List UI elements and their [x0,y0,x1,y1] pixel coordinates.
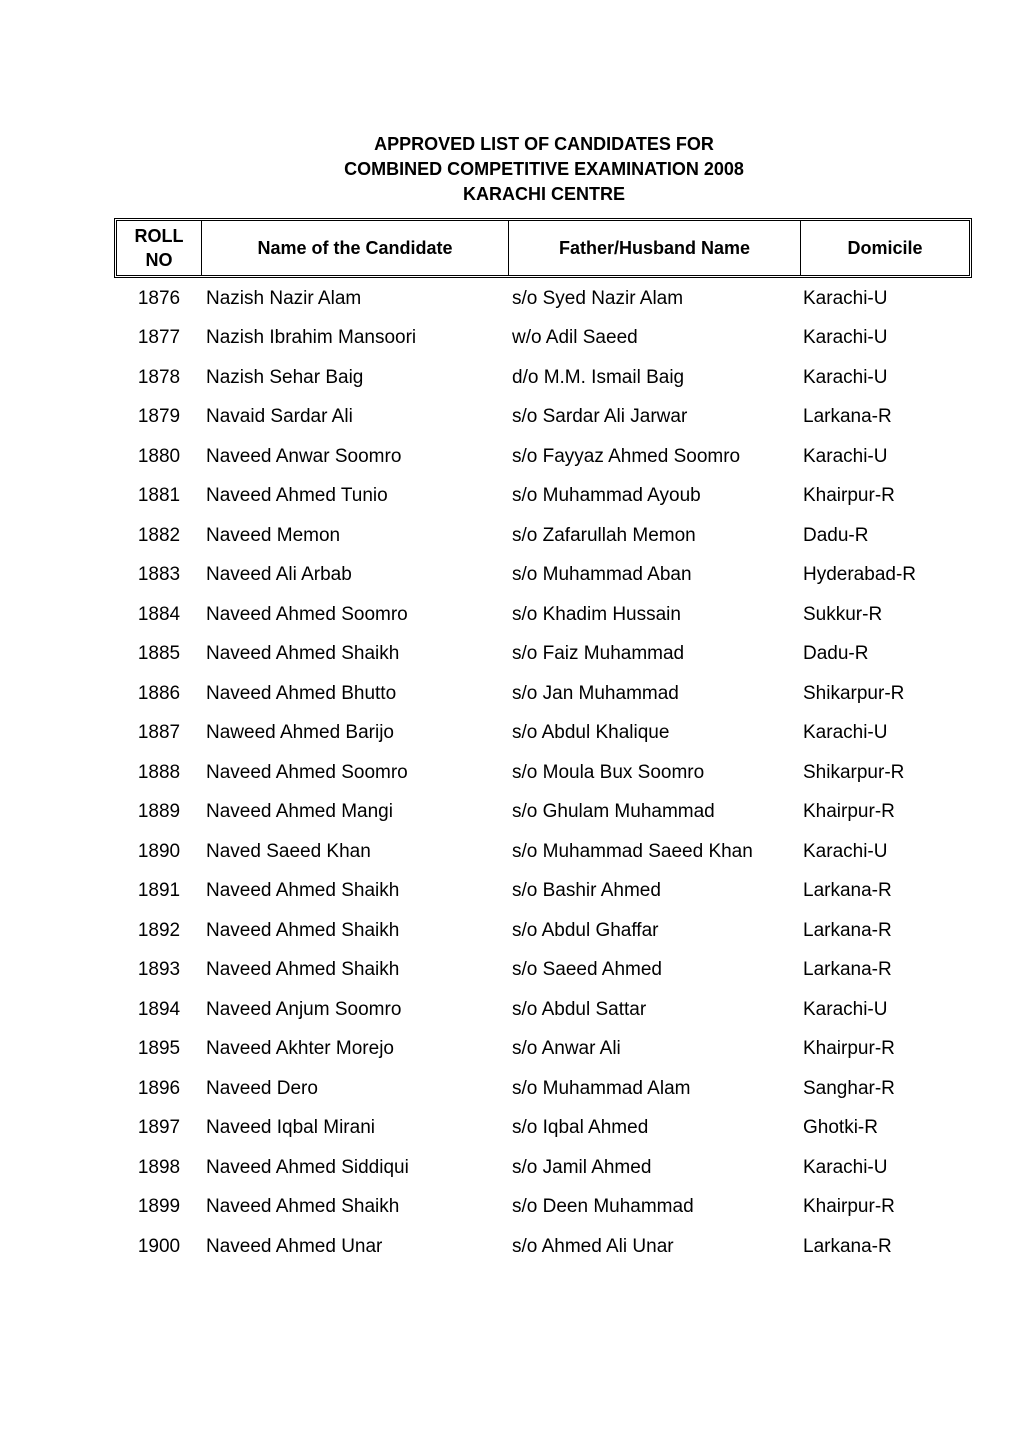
father-husband-name: s/o Muhammad Saeed Khan [512,840,753,862]
candidate-name: Naveed Ahmed Shaikh [206,1196,400,1218]
father-husband-name: s/o Saeed Ahmed [512,959,662,981]
header-roll-no [117,221,202,275]
table-row [114,1188,972,1228]
domicile: Larkana-R [803,919,892,941]
candidate-name: Naveed Anwar Soomro [206,445,402,467]
father-husband-name: s/o Fayyaz Ahmed Soomro [512,445,741,467]
roll-number: 1882 [137,524,181,546]
domicile: Sanghar-R [803,1077,895,1099]
table-row [114,1030,972,1070]
father-husband-name: s/o Muhammad Alam [512,1077,691,1099]
domicile: Khairpur-R [803,1196,895,1218]
father-husband-name: s/o Syed Nazir Alam [512,287,684,309]
roll-number: 1898 [137,1156,181,1178]
table-row [114,1148,972,1188]
roll-number: 1880 [137,445,181,467]
domicile: Dadu-R [803,524,869,546]
table-row [114,477,972,517]
header-roll-line1: ROLL [134,226,184,246]
domicile: Larkana-R [803,1235,892,1257]
table-row [114,1109,972,1149]
header-candidate-name: Name of the Candidate [202,221,509,275]
candidate-name: Naveed Ahmed Soomro [206,603,408,625]
candidate-name: Naveed Anjum Soomro [206,998,402,1020]
domicile: Larkana-R [803,959,892,981]
father-husband-name: s/o Muhammad Aban [512,564,692,586]
candidate-name: Naveed Dero [206,1077,318,1099]
candidate-name: Naveed Ahmed Shaikh [206,643,400,665]
roll-number: 1883 [137,564,181,586]
candidate-name: Naveed Ahmed Tunio [206,485,388,507]
father-husband-name: s/o Ghulam Muhammad [512,801,715,823]
header-father-name: Father/Husband Name [509,221,801,275]
table-row [114,674,972,714]
father-husband-name: s/o Jamil Ahmed [512,1156,652,1178]
father-husband-name: s/o Moula Bux Soomro [512,761,705,783]
father-husband-name: s/o Faiz Muhammad [512,643,685,665]
candidate-name: Naveed Ahmed Bhutto [206,682,397,704]
candidate-name: Nazish Ibrahim Mansoori [206,327,417,349]
domicile: Dadu-R [803,643,869,665]
domicile: Karachi-U [803,840,888,862]
candidate-name: Naveed Ali Arbab [206,564,352,586]
roll-number: 1887 [137,722,181,744]
table-row [114,516,972,556]
roll-number: 1895 [137,1038,181,1060]
roll-number: 1885 [137,643,181,665]
table-row [114,437,972,477]
roll-number: 1892 [137,919,181,941]
candidate-name: Nazish Nazir Alam [206,287,362,309]
roll-number: 1876 [137,287,181,309]
father-husband-name: s/o Abdul Ghaffar [512,919,659,941]
table-row [114,556,972,596]
roll-number: 1894 [137,998,181,1020]
domicile: Larkana-R [803,880,892,902]
roll-number: 1884 [137,603,181,625]
roll-number: 1900 [137,1235,181,1257]
father-husband-name: s/o Muhammad Ayoub [512,485,701,507]
table-row [114,279,972,319]
candidate-list [114,279,972,1267]
candidate-name: Navaid Sardar Ali [206,406,353,428]
candidate-name: Nazish Sehar Baig [206,366,364,388]
table-row [114,398,972,438]
table-header [114,218,972,278]
domicile: Larkana-R [803,406,892,428]
title-line-2: COMBINED COMPETITIVE EXAMINATION 2008 [344,159,744,179]
domicile: Karachi-U [803,998,888,1020]
domicile: Khairpur-R [803,1038,895,1060]
candidate-name: Naveed Ahmed Unar [206,1235,383,1257]
roll-number: 1881 [137,485,181,507]
domicile: Karachi-U [803,722,888,744]
domicile: Karachi-U [803,327,888,349]
candidate-name: Naveed Memon [206,524,341,546]
roll-number: 1886 [137,682,181,704]
table-row [114,595,972,635]
father-husband-name: s/o Ahmed Ali Unar [512,1235,674,1257]
domicile: Khairpur-R [803,801,895,823]
domicile: Shikarpur-R [803,761,905,783]
table-row [114,951,972,991]
father-husband-name: s/o Khadim Hussain [512,603,681,625]
candidate-name: Naveed Ahmed Soomro [206,761,408,783]
candidate-name: Naveed Ahmed Shaikh [206,919,400,941]
header-roll-line2: NO [145,250,173,270]
domicile: Karachi-U [803,366,888,388]
roll-number: 1897 [137,1117,181,1139]
domicile: Hyderabad-R [803,564,916,586]
domicile: Ghotki-R [803,1117,878,1139]
table-row [114,358,972,398]
father-husband-name: s/o Deen Muhammad [512,1196,694,1218]
roll-number: 1878 [137,366,181,388]
father-husband-name: d/o M.M. Ismail Baig [512,366,685,388]
roll-number: 1888 [137,761,181,783]
table-row [114,1227,972,1267]
candidate-name: Naveed Ahmed Shaikh [206,959,400,981]
title-line-3: KARACHI CENTRE [463,184,625,204]
table-row [114,990,972,1030]
table-row [114,793,972,833]
father-husband-name: s/o Anwar Ali [512,1038,621,1060]
title-line-1: APPROVED LIST OF CANDIDATES FOR [374,134,714,154]
table-row [114,714,972,754]
father-husband-name: w/o Adil Saeed [512,327,638,349]
roll-number: 1891 [137,880,181,902]
document-title [0,132,1024,207]
table-row [114,911,972,951]
domicile: Karachi-U [803,445,888,467]
father-husband-name: s/o Sardar Ali Jarwar [512,406,688,428]
domicile: Khairpur-R [803,485,895,507]
candidate-name: Naveed Ahmed Mangi [206,801,393,823]
domicile: Sukkur-R [803,603,883,625]
father-husband-name: s/o Bashir Ahmed [512,880,661,902]
candidate-name: Naveed Iqbal Mirani [206,1117,375,1139]
candidate-name: Naveed Ahmed Siddiqui [206,1156,409,1178]
table-row [114,832,972,872]
header-domicile: Domicile [847,238,923,258]
table-row [114,753,972,793]
table-row [114,1069,972,1109]
candidate-name: Naved Saeed Khan [206,840,371,862]
domicile: Shikarpur-R [803,682,905,704]
roll-number: 1896 [137,1077,181,1099]
candidate-name: Naweed Ahmed Barijo [206,722,394,744]
domicile: Karachi-U [803,1156,888,1178]
table-row [114,635,972,675]
roll-number: 1893 [137,959,181,981]
roll-number: 1879 [137,406,181,428]
father-husband-name: s/o Abdul Khalique [512,722,670,744]
domicile: Karachi-U [803,287,888,309]
table-row [114,319,972,359]
roll-number: 1899 [137,1196,181,1218]
father-husband-name: s/o Jan Muhammad [512,682,679,704]
table-row [114,872,972,912]
father-husband-name: s/o Abdul Sattar [512,998,647,1020]
roll-number: 1877 [137,327,181,349]
roll-number: 1889 [137,801,181,823]
candidate-name: Naveed Ahmed Shaikh [206,880,400,902]
roll-number: 1890 [137,840,181,862]
candidate-name: Naveed Akhter Morejo [206,1038,394,1060]
father-husband-name: s/o Iqbal Ahmed [512,1117,649,1139]
father-husband-name: s/o Zafarullah Memon [512,524,696,546]
